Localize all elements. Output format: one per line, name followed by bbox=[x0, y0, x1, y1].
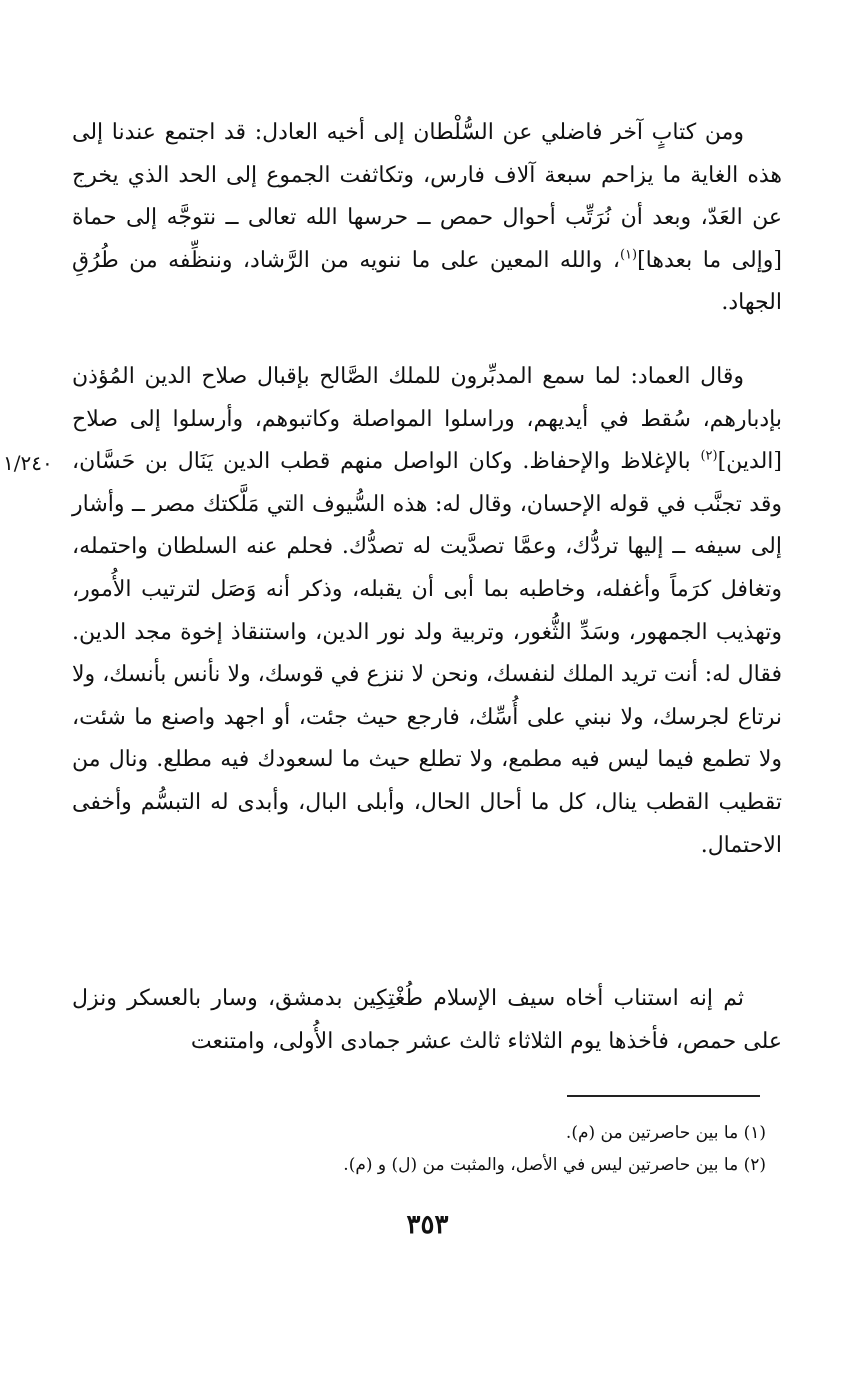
paragraph-2-before: وقال العماد: لما سمع المدبِّرون للملك الصَّالح بإقبال صلاح الدين المُؤذن بإدبارهم، سُقط في أيديهم، وراسلوا المواصلة وكاتبوهم، وأرسلوا إلى صلاح [الدين] bbox=[72, 364, 782, 475]
footnote-1: (١) ما بين حاصرتين من (م). bbox=[565, 1123, 766, 1143]
page-number: ٣٥٣ bbox=[406, 1210, 449, 1240]
footnote-ref-2[interactable]: (٢) bbox=[700, 448, 718, 464]
paragraph-3-text bbox=[72, 978, 782, 1063]
paragraph-2-after: بالإغلاظ والإحفاظ. وكان الواصل منهم قطب الدين يَنَال بن حَسَّان، وقد تجنَّب في قوله الإحسان، وقال له: هذه السُّيوف التي مَلَّكتك مصر ــ وأشار إلى سيفه ــ إليها تردُّك، وعمَّا تصدَّيت له تصدُّك. فحلم عنه السلطان واحتمله، وتغافل كرَماً وأغفله، وخاطبه بما أبى أن يقبله، وذكر أنه وَصَل لترتيب الأُمور، وتهذيب الجمهور، وسَدِّ الثُّغور، وتربية ولد نور الدين، واستنقاذ إخوة مجد الدين. فقال له: أنت تريد الملك لنفسك، ونحن لا ننزع في قوسك، ولا نأنس بأنسك، ولا نرتاع لجرسك، ولا نبني على أُسِّك، فارجع حيث جئت، أو اجهد واصنع ما شئت، ولا تطمع فيما ليس فيه مطمع، ولا تطلع حيث ما لسعودك فيه مطلع. ونال من تقطيب القطب ينال، كل ما أحال الحال، وأبلى البال، وأبدى له التبسُّم وأخفى الاحتمال. bbox=[72, 449, 783, 858]
footnote-2: (٢) ما بين حاصرتين ليس في الأصل، والمثبت من (ل) و (م). bbox=[343, 1155, 766, 1175]
paragraph-3 bbox=[72, 978, 782, 1063]
margin-page-reference: ١/٢٤٠ bbox=[3, 451, 53, 475]
footnotes bbox=[72, 1117, 766, 1181]
paragraph-1-before: ومن كتابٍ آخر فاضلي عن السُّلْطان إلى أخيه العادل: قد اجتمع عندنا إلى هذه الغاية ما يزاحم سبعة آلاف فارس، وتكاثفت الجموع إلى الحد الذي يخرج عن العَدّ، وبعد أن نُرَتِّب أحوال حمص ــ حرسها الله تعالى ــ نتوجَّه إلى حماة [وإلى ما بعدها] bbox=[72, 120, 782, 273]
paragraph-2-text bbox=[72, 356, 782, 867]
paragraph-1-after: ، والله المعين على ما ننويه من الرَّشاد، وننظِّفه من طُرُقِ الجهاد. bbox=[72, 247, 782, 316]
footnote-divider bbox=[567, 1095, 760, 1097]
paragraph-2 bbox=[72, 356, 782, 867]
paragraph-1 bbox=[72, 112, 782, 325]
paragraph-3-before: ثم إنه استناب أخاه سيف الإسلام طُغْتِكِين بدمشق، وسار بالعسكر ونزل على حمص، فأخذها يوم الثلاثاء ثالث عشر جمادى الأُولى، وامتنعت bbox=[72, 986, 782, 1054]
footnote-ref-1[interactable]: (١) bbox=[619, 247, 638, 263]
paragraph-1-text bbox=[72, 112, 782, 325]
